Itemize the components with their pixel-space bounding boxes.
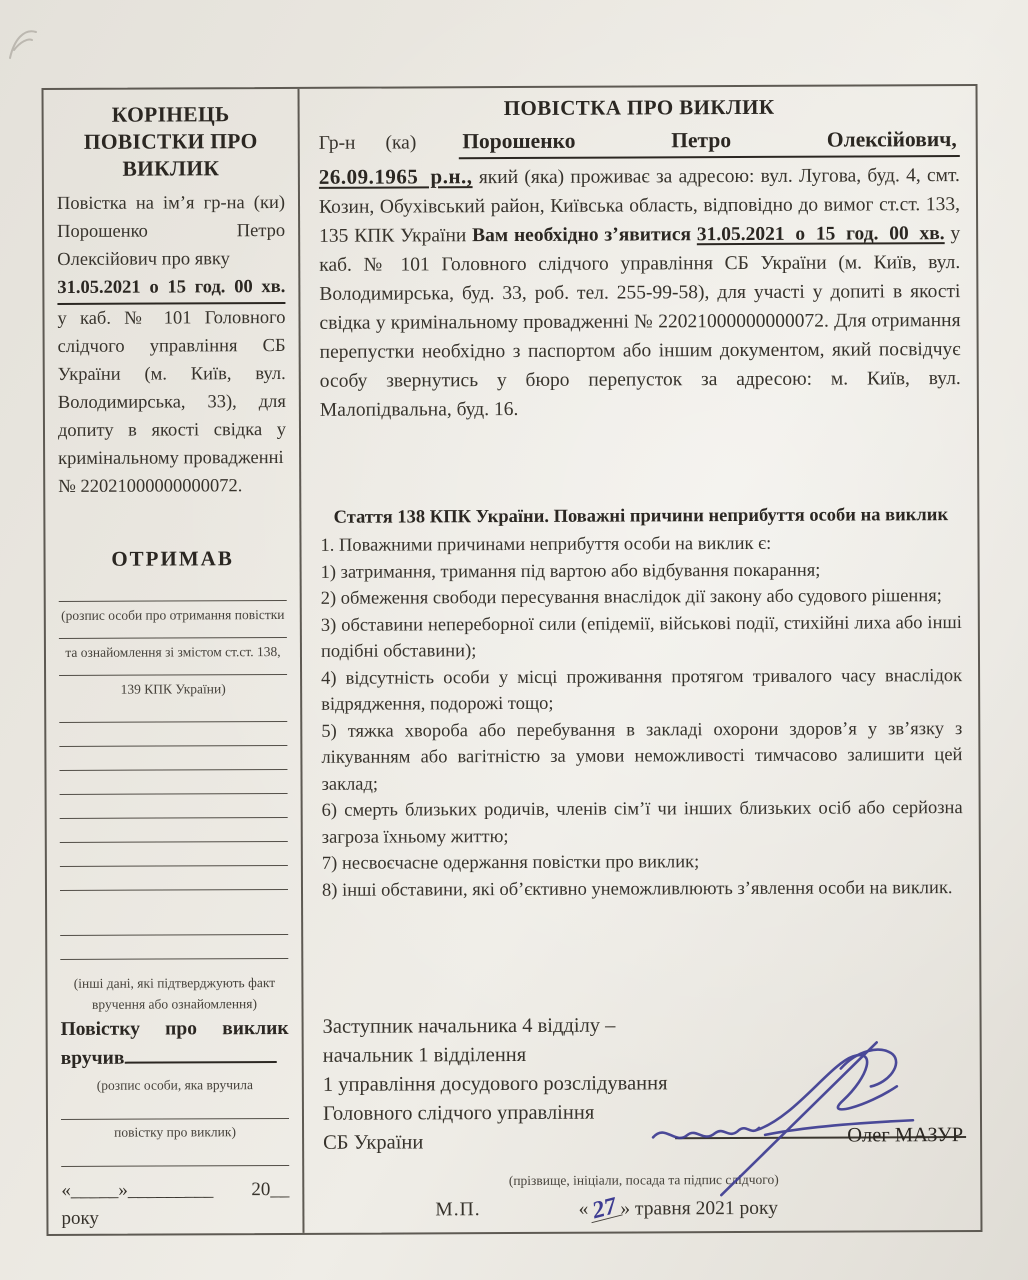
article-138-section (320, 502, 963, 904)
date-blank-fields: «_____»_________ 20__ року (61, 1178, 290, 1229)
signature-blank-line (61, 1118, 289, 1120)
summons-body (319, 160, 961, 425)
blank-lines-block (59, 698, 288, 960)
blank-line (60, 865, 288, 867)
served-label (61, 1014, 289, 1073)
served-caption: (розпис особи, яка вручила (96, 1077, 253, 1093)
stamp-place-label: М.П. (435, 1199, 481, 1221)
salutation-fem: (ка) (385, 132, 417, 154)
other-data-caption-line: (інші дані, які підтверджують факт (73, 975, 276, 991)
blank-line (60, 817, 288, 819)
fill-in-line (124, 1061, 276, 1064)
official-position-line: начальник 1 відділення (322, 1043, 527, 1067)
article-heading: Стаття 138 КПК України. Поважні причини неприбуття особи на виклик (333, 505, 949, 528)
summons-title: ПОВІСТКА ПРО ВИКЛИК (503, 94, 775, 121)
appearance-datetime: 31.05.2021 о 15 год. 00 хв. (696, 223, 945, 246)
article-item: 5) тяжка хвороба або перебування в закладі охорони здоров’я у зв’язку з лікуванням або вагітністю за умови неможливості тимчасово залишити цей заклад; (321, 718, 963, 795)
stub-column (44, 89, 305, 1234)
signature-blank-line (59, 637, 287, 639)
addressee-patronymic: Олексійович, (826, 127, 957, 152)
official-position-line: 1 управління досудового розслідування (322, 1072, 668, 1096)
blank-line (60, 934, 288, 936)
stub-title: КОРІНЕЦЬ ПОВІСТКИ ПРО ВИКЛИК (83, 102, 258, 181)
birth-date: 26.09.1965 р.н., (318, 164, 473, 189)
official-position-line: Заступник начальника 4 відділу – (322, 1014, 616, 1038)
addressee-firstname: Петро (671, 128, 732, 153)
blank-line (60, 958, 288, 960)
blank-line (60, 889, 288, 891)
article-body (320, 530, 963, 904)
body-text: який (яка) проживає за адресою: вул. Лугова, буд. 4, смт. Козин, Обухівський район, Київська область, відповідно до вимог ст.ст. 133, 135 КПК України (318, 165, 961, 247)
stamp-date-row (323, 1193, 964, 1225)
stub-location: у каб. № 101 Головного слідчого управління СБ України (м. Київ, вул. Володимирська, 33), для допиту в якості свідка у кримінальному провадженні (57, 307, 287, 469)
summons-table (41, 84, 982, 1236)
signature-caption: (прізвище, ініціали, посада та підпис слідчого) (508, 1171, 779, 1189)
pencil-mark (4, 16, 50, 66)
received-caption: (розпис особи про отримання повістки (61, 606, 285, 623)
summons-date (579, 1194, 778, 1224)
signer-name: Олег МАЗУР (847, 1124, 964, 1147)
signature-blank-line (59, 674, 287, 676)
article-item: 2) обмеження свободи пересування внаслідок дії закону або судового рішення; (320, 586, 942, 609)
other-data-caption (60, 972, 288, 1015)
signature-blank-line (61, 1165, 289, 1167)
salutation: Гр-н (318, 132, 356, 154)
body-text: у каб. № 101 Головного слідчого управління СБ України (м. Київ, вул. Володимирська, буд. 33, роб. тел. 255-99-58), для участі у допиті в якості свідка у кримінальному провадженні № 22021000000000072. Для отримання перепустки необхідно з паспортом або іншим документом, який посвідчує особу звернутись у бюро перепусток за адресою: м. Київ, вул. Малопідвальна, буд. 16. (319, 223, 961, 421)
blank-line (60, 841, 288, 843)
blank-line (59, 745, 287, 747)
received-heading: ОТРИМАВ (111, 546, 234, 571)
addressee-name (458, 125, 960, 159)
served-caption: повістку про виклик) (114, 1124, 236, 1140)
article-item: 7) несвоєчасне одержання повістки про виклик; (321, 852, 700, 874)
article-item: 6) смерть близьких родичів, членів сім’ї чи інших близьких осіб або серйозна загроза їхньому життю; (321, 798, 963, 848)
date-text: » травня 2021 року (620, 1197, 778, 1220)
article-item: 1) затримання, тримання під вартою або відбування покарання; (320, 560, 821, 583)
addressee-row (319, 125, 960, 160)
article-item: 4) відсутність особи у місці проживання протягом тривалого часу внаслідок відрядження, подорожі тощо; (321, 665, 963, 715)
officials-block (323, 1010, 965, 1158)
served-label-text: Повістку про виклик вручив (60, 1017, 289, 1069)
official-position-line: СБ України (323, 1131, 424, 1154)
stub-intro: Повістка на ім’я гр-на (ки) Порошенко Петро Олексійович про явку (56, 192, 286, 270)
received-caption: та ознайомлення зі змістом ст.ст. 138, (65, 644, 281, 660)
signature-blank-line (59, 600, 287, 602)
article-item: 3) обставини непереборної сили (епідемії, військові події, стихійні лиха або інші подібні обставини); (320, 612, 962, 662)
blank-line (59, 721, 287, 723)
addressee-surname: Порошенко (462, 128, 576, 154)
article-intro: 1. Поважними причинами неприбуття особи на виклик є: (320, 533, 772, 556)
blank-line (60, 793, 288, 795)
summons-column (300, 86, 981, 1233)
stub-appearance-datetime: 31.05.2021 о 15 год. 00 хв. (57, 273, 285, 305)
other-data-caption-line: вручення або ознайомлення) (91, 996, 257, 1012)
official-position-line: Головного слідчого управління (322, 1101, 595, 1125)
served-block (61, 1014, 290, 1233)
blank-line (59, 769, 287, 771)
article-item: 8) інші обставини, які об’єктивно унеможливлюють з’явлення особи на виклик. (321, 877, 953, 901)
stub-case-number: № 22021000000000072. (58, 476, 243, 497)
handwritten-day: 27 (586, 1195, 622, 1223)
received-caption: 139 КПК України) (120, 681, 226, 697)
quote-open: « (578, 1198, 589, 1220)
must-appear-text: Вам необхідно з’явитися (472, 224, 692, 247)
